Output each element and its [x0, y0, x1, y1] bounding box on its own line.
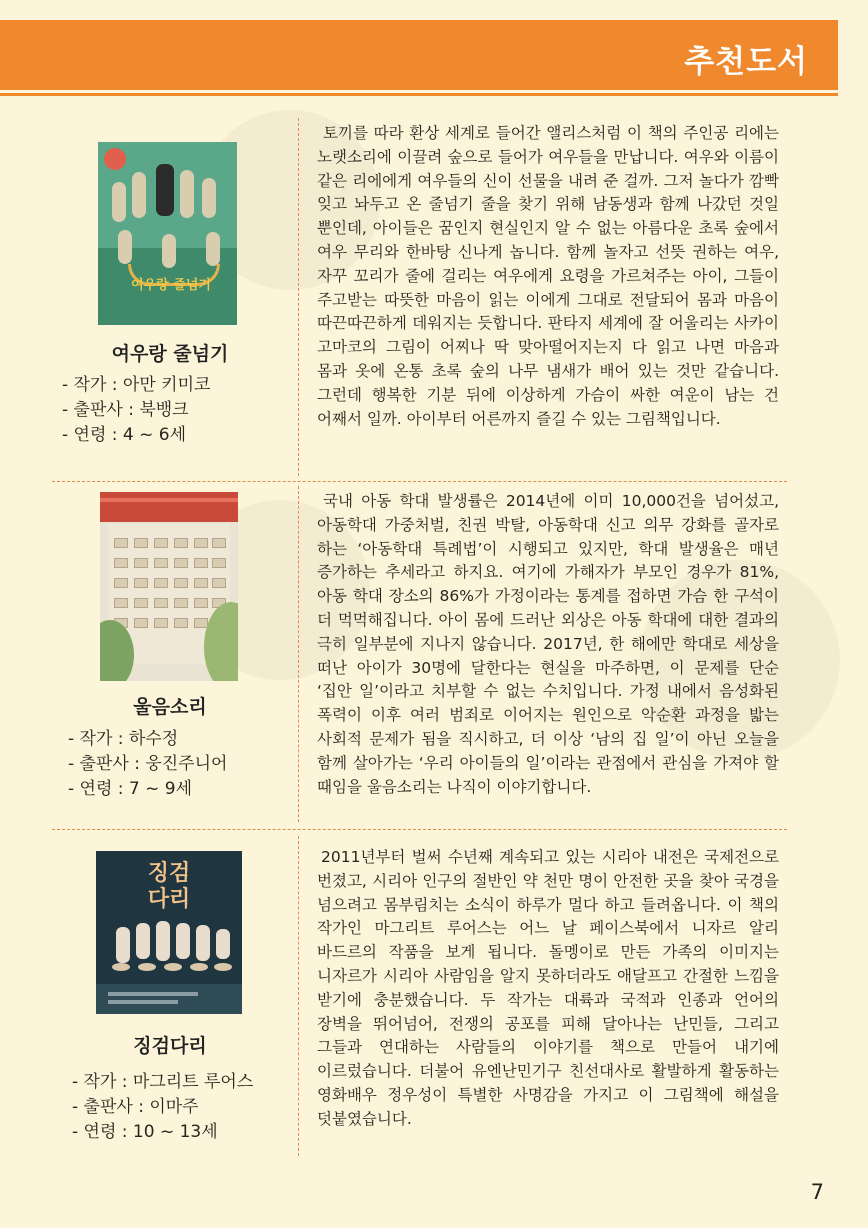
book-description: 국내 아동 학대 발생률은 2014년에 이미 10,000건을 넘어섰고, 아동학대 가중처벌, 친권 박탈, 아동학대 신고 의무 강화를 골자로 하는 ‘아동학대 특례법’이 시행되고 있지만, 학대 발생율은 매년 증가하는 추세라고 하지요. 여기에 가해자가 부모인 경우가 81%, 아동 학대 장소의 86%가 가정이라는 통계를 접하면 가슴 한 구석이 더 먹먹해집니다. 아이 몸에 드러난 외상은 아동 학대에 대한 결과의 극히 일부분에 지나지 않습니다. 2017년, 한 해에만 학대로 세상을 떠난 아이가 30명에 달한다는 현실을 마주하면, 이 문제를 단순 ‘집안 일’이라고 치부할 수 없는 수치입니다. 가정 내에서 음성화된 폭력이 이후 여러 범죄로 이어지는 원인으로 악순환 과정을 밟는 사회적 문제가 됨을 직시하고, 더 이상 ‘남의 집 일’이 아닌 오늘을 함께 살아가는 ‘우리 아이들의 일’이라는 관점에서 관심을 가져야 할 때임을 울음소리는 나직이 이야기합니다.: [317, 492, 779, 796]
book-age: - 연령 : 4 ~ 6세: [62, 425, 187, 445]
book-cover-image: [100, 492, 238, 681]
cover-badge: [104, 148, 126, 170]
section-divider: [52, 481, 787, 482]
cover-title-line: 다리: [147, 887, 191, 912]
book-author: - 작가 : 하수정: [68, 729, 179, 749]
book-title: 여우랑 줄넘기: [111, 343, 229, 365]
header-band: [0, 20, 838, 90]
book-publisher: - 출판사 : 북뱅크: [62, 400, 189, 420]
column-divider: [298, 118, 299, 476]
book-publisher: - 출판사 : 이마주: [72, 1097, 199, 1117]
book-meta: [68, 727, 227, 802]
cover-title: [130, 861, 208, 917]
column-divider: [298, 836, 299, 1156]
book-meta: [72, 1070, 253, 1145]
page-number: 7: [810, 1180, 824, 1204]
cover-title: 여우랑 줄넘기: [131, 278, 211, 293]
book-author: - 작가 : 아만 키미코: [62, 375, 211, 395]
book-age: - 연령 : 10 ~ 13세: [72, 1122, 218, 1142]
book-meta: [62, 373, 210, 448]
book-description: 2011년부터 벌써 수년째 계속되고 있는 시리아 내전은 국제전으로 번졌고, 시리아 인구의 절반인 약 천만 명이 안전한 곳을 찾아 국경을 넘으려고 몸부림치는 소식이 하루가 멀다 하고 들려옵니다. 이 책의 작가인 마그리트 루어스는 어느 날 페이스북에서 니자르 알리 바드르의 작품을 보게 됩니다. 돌멩이로 만든 가족의 이미지는 니자르가 시리아 사람임을 알지 못하더라도 애달프고 간절한 느낌을 받기에 충분했습니다. 두 작가는 대륙과 국적과 인종과 언어의 장벽을 뛰어넘어, 전쟁의 공포를 피해 달아나는 난민들, 그리고 그들과 연대하는 사람들의 이야기를 책으로 만들어 내기에 이르렀습니다. 더불어 유엔난민기구 친선대사로 활발하게 활동하는 영화배우 정우성이 특별한 사명감을 가지고 이 그림책에 해설을 덧붙였습니다.: [317, 848, 779, 1128]
book-cover-image: [96, 851, 242, 1014]
book-publisher: - 출판사 : 웅진주니어: [68, 754, 228, 774]
page-title: 추천도서: [684, 44, 808, 80]
cover-title-line: 징검: [147, 861, 191, 886]
section-divider: [52, 829, 787, 830]
column-divider: [298, 486, 299, 822]
book-age: - 연령 : 7 ~ 9세: [68, 779, 193, 799]
book-cover-image: [98, 142, 237, 325]
book-title: 울음소리: [133, 696, 207, 718]
book-description: 토끼를 따라 환상 세계로 들어간 앨리스처럼 이 책의 주인공 리에는 노랫소리에 이끌려 숲으로 들어가 여우들을 만납니다. 여우와 이름이 같은 리에에게 여우들의 신이 선물을 내려 준 걸까. 그저 놀다가 깜빡 잊고 놔두고 온 줄넘기 줄을 찾기 위해 남동생과 함께 나갔던 것일 뿐인데, 아이들은 꿈인지 현실인지 알 수 없는 아름다운 초록 숲에서 여우 무리와 한바탕 신나게 놉니다. 함께 놀자고 선뜻 권하는 여우, 자꾸 꼬리가 줄에 걸리는 여우에게 요령을 가르쳐주는 아이, 그들이 주고받는 따뜻한 마음이 읽는 이에게 그대로 전달되어 몸과 마음이 따끈따끈하게 데워지는 듯합니다. 판타지 세계에 잘 어울리는 사카이 고마코의 그림이 어찌나 딱 맞아떨어지는지 다 읽고 나면 마음과 몸과 옷에 온통 초록 숲의 나무 냄새가 배어 있는 것만 같습니다. 그런데 행복한 기분 뒤에 이상하게 가슴이 싸한 여운이 남는 건 어째서 일까. 아이부터 어른까지 즐길 수 있는 그림책입니다.: [317, 124, 779, 428]
book-author: - 작가 : 마그리트 루어스: [72, 1072, 254, 1092]
book-title: 징검다리: [133, 1035, 207, 1057]
